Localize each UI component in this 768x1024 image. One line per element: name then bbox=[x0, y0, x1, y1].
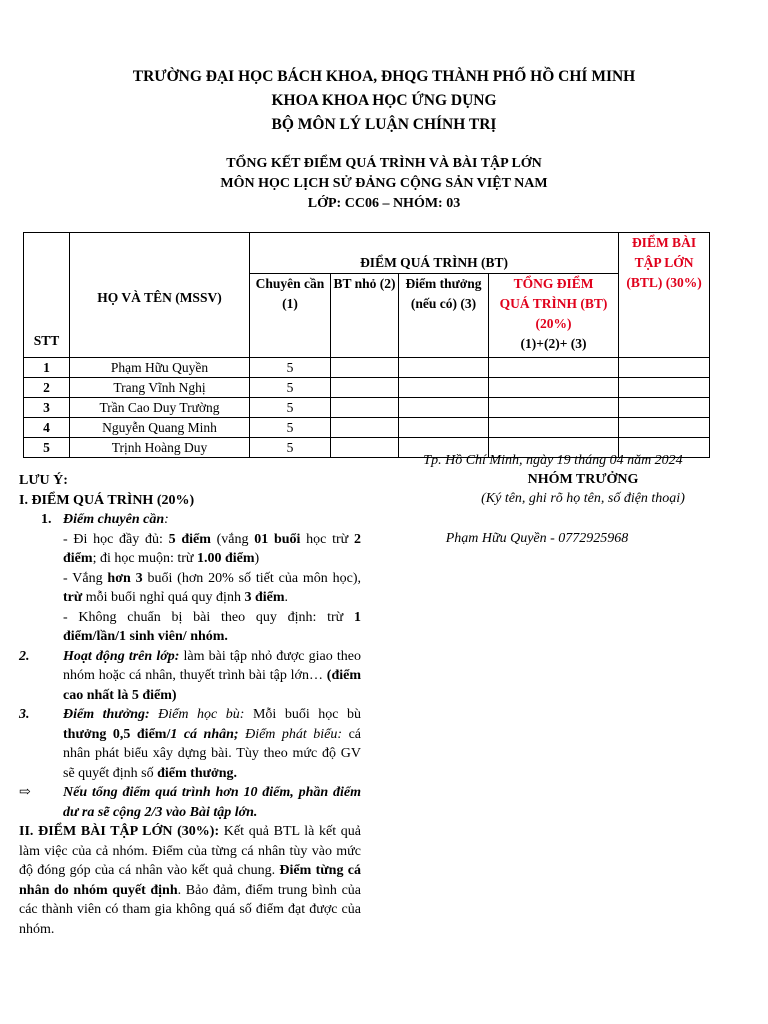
note-item-bonus: 3. Điểm thưởng: Điểm học bù: Mỗi buổi học bù thưởng 0,5 điểm/1 cá nhân; Điểm phát biểu: cá nhân phát biểu xây dựng bài. Tùy theo mức độ GV sẽ quyết định số điểm thưởng. bbox=[19, 707, 361, 781]
cell-name: Trịnh Hoàng Duy bbox=[70, 438, 250, 458]
faculty-name: KHOA KHOA HỌC ỨNG DỤNG bbox=[271, 92, 497, 109]
department-name: BỘ MÔN LÝ LUẬN CHÍNH TRỊ bbox=[271, 116, 497, 133]
cell-stt: 4 bbox=[24, 418, 70, 438]
section2-title: II. ĐIỂM BÀI TẬP LỚN (30%): bbox=[19, 824, 220, 839]
header-attendance: Chuyên cần (1) bbox=[250, 274, 331, 358]
signer-name: Phạm Hữu Quyền - 0772925968 bbox=[445, 531, 629, 546]
cell-btl bbox=[619, 398, 710, 418]
header-small-exercise: BT nhỏ (2) bbox=[331, 274, 399, 358]
cell-bonus bbox=[399, 418, 489, 438]
cell-total bbox=[489, 398, 619, 418]
cell-name: Phạm Hữu Quyền bbox=[70, 358, 250, 378]
cell-stt: 2 bbox=[24, 378, 70, 398]
header-stt: STT bbox=[24, 233, 70, 358]
cell-bonus bbox=[399, 378, 489, 398]
cell-btl bbox=[619, 418, 710, 438]
class-group: LỚP: CC06 – NHÓM: 03 bbox=[307, 196, 461, 211]
item-title: Hoạt động trên lớp: bbox=[63, 648, 180, 664]
note-item-class-activity: 2. Hoạt động trên lớp: làm bài tập nhỏ được giao theo nhóm hoặc cá nhân, thuyết trình bài tập lớn… (điểm cao nhất là 5 điểm) bbox=[19, 648, 361, 703]
cell-small-exercise bbox=[331, 358, 399, 378]
cell-total bbox=[489, 358, 619, 378]
signature-instruction: (Ký tên, ghi rõ họ tên, số điện thoại) bbox=[481, 491, 685, 506]
table-row bbox=[24, 358, 710, 378]
notes-section bbox=[19, 471, 361, 939]
cell-small-exercise bbox=[331, 398, 399, 418]
note-item-attendance: 1. Điểm chuyên cần: bbox=[19, 510, 361, 530]
header-bonus: Điểm thưởng (nếu có) (3) bbox=[399, 274, 489, 358]
item-title: Điểm chuyên cần bbox=[63, 512, 165, 527]
section1-title: I. ĐIỂM QUÁ TRÌNH (20%) bbox=[19, 492, 195, 508]
cell-attendance: 5 bbox=[250, 358, 331, 378]
cell-total bbox=[489, 378, 619, 398]
cell-attendance: 5 bbox=[250, 438, 331, 458]
item-title: Điểm thưởng: bbox=[63, 707, 150, 722]
signature-role: NHÓM TRƯỞNG bbox=[527, 472, 639, 487]
university-name: TRƯỜNG ĐẠI HỌC BÁCH KHOA, ĐHQG THÀNH PHỐ HỒ CHÍ MINH bbox=[132, 68, 636, 85]
cell-stt: 3 bbox=[24, 398, 70, 418]
cell-bonus bbox=[399, 358, 489, 378]
cell-btl bbox=[619, 358, 710, 378]
cell-name: Trần Cao Duy Trường bbox=[70, 398, 250, 418]
section2-text: II. ĐIỂM BÀI TẬP LỚN (30%): Kết quả BTL là kết quả làm việc của cả nhóm. Điểm của từng cá nhân tùy vào mức độ đóng góp của cá nhân vào kết quả chung. Điểm từng cá nhân do nhóm quyết định. Bảo đảm, điểm trung bình của các thành viên có tham gia không quá số điểm đạt được của nhóm. bbox=[19, 824, 361, 937]
item-number: 2. bbox=[19, 648, 30, 664]
item-number: 3. bbox=[19, 707, 30, 722]
table-row bbox=[24, 378, 710, 398]
header-btl-score: ĐIỂM BÀI TẬP LỚN (BTL) (30%) bbox=[619, 233, 710, 358]
cell-name: Nguyễn Quang Minh bbox=[70, 418, 250, 438]
note-bullet: - Không chuẩn bị bài theo quy định: trừ 1 điểm/lần/1 sinh viên/ nhóm. bbox=[63, 609, 361, 644]
cell-attendance: 5 bbox=[250, 378, 331, 398]
header-process-score: ĐIỂM QUÁ TRÌNH (BT) bbox=[250, 233, 619, 274]
cell-attendance: 5 bbox=[250, 398, 331, 418]
cell-bonus bbox=[399, 398, 489, 418]
notes-heading: LƯU Ý: bbox=[19, 473, 68, 488]
cell-btl bbox=[619, 378, 710, 398]
arrow-right-icon: ⇨ bbox=[19, 785, 31, 800]
header-name: HỌ VÀ TÊN (MSSV) bbox=[70, 233, 250, 358]
subject-name: MÔN HỌC LỊCH SỬ ĐẢNG CỘNG SẢN VIỆT NAM bbox=[220, 176, 548, 191]
header-total-process-formula: (1)+(2)+ (3) bbox=[520, 336, 587, 351]
cell-small-exercise bbox=[331, 418, 399, 438]
cell-stt: 1 bbox=[24, 358, 70, 378]
cell-total bbox=[489, 418, 619, 438]
cell-stt: 5 bbox=[24, 438, 70, 458]
cell-small-exercise bbox=[331, 378, 399, 398]
cell-name: Trang Vĩnh Nghị bbox=[70, 378, 250, 398]
note-overflow-rule: ⇨ Nếu tổng điểm quá trình hơn 10 điểm, phần điểm dư ra sẽ cộng 2/3 vào Bài tập lớn. bbox=[19, 785, 361, 820]
note-bullet: - Đi học đầy đủ: 5 điểm (vắng 01 buổi học trừ 2 điểm; đi học muộn: trừ 1.00 điểm) bbox=[63, 531, 361, 566]
table-row bbox=[24, 418, 710, 438]
document-title: TỔNG KẾT ĐIỂM QUÁ TRÌNH VÀ BÀI TẬP LỚN bbox=[226, 156, 542, 171]
table-row bbox=[24, 398, 710, 418]
item-number: 1. bbox=[41, 512, 52, 527]
cell-attendance: 5 bbox=[250, 418, 331, 438]
header-total-process-title: TỔNG ĐIỂM QUÁ TRÌNH (BT) (20%) bbox=[499, 276, 608, 331]
grade-table bbox=[23, 232, 710, 458]
note-bullet: - Vắng hơn 3 buổi (hơn 20% số tiết của môn học), trừ mỗi buổi nghỉ quá quy định 3 điểm. bbox=[63, 570, 361, 605]
signature-date: Tp. Hồ Chí Minh, ngày 19 tháng 04 năm 2024 bbox=[423, 453, 683, 468]
header-total-process bbox=[489, 274, 619, 358]
